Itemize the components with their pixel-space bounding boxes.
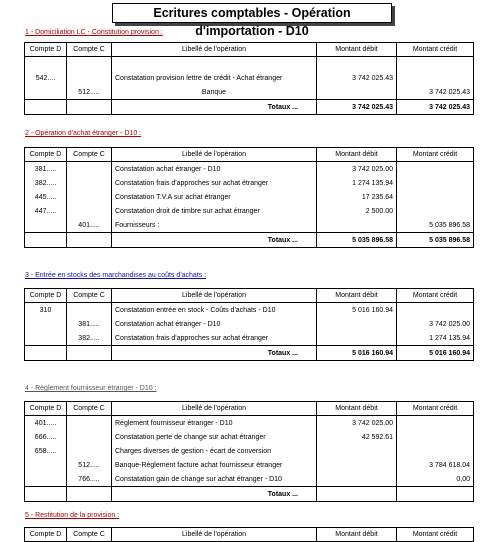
empty-cell — [25, 233, 67, 248]
amount-debit — [317, 444, 397, 458]
empty-cell — [25, 100, 67, 115]
amount-credit: 5 035 896.58 — [397, 218, 474, 233]
operation-label: Constatation droit de timbre sur achat étranger — [112, 204, 317, 218]
amount-credit — [397, 430, 474, 444]
journal-table — [24, 147, 474, 248]
amount-credit: 0,00 — [397, 472, 474, 487]
account-credit — [67, 162, 112, 177]
section-title: 3 - Entrée en stocks des marchandises au coûts d'achats : — [25, 272, 207, 279]
totals-row — [25, 233, 474, 248]
amount-debit — [317, 85, 397, 100]
operation-label: Fournisseurs : — [112, 218, 317, 233]
totals-row — [25, 487, 474, 502]
journal-table — [24, 288, 474, 361]
amount-debit — [317, 472, 397, 487]
amount-debit: 1 274 135.94 — [317, 176, 397, 190]
amount-credit: 3 742 025.00 — [397, 317, 474, 331]
amount-credit — [397, 444, 474, 458]
operation-label: Constatation entrée en stock - Coûts d'achats - D10 — [112, 303, 317, 318]
operation-label: Règlement fournisseur étranger - D10 — [112, 416, 317, 431]
operation-label: Constatation achat étranger - D10 — [112, 162, 317, 177]
account-debit: 542.... — [25, 71, 67, 85]
account-credit — [67, 71, 112, 85]
totals-row — [25, 100, 474, 115]
amount-credit — [397, 176, 474, 190]
amount-debit: 42 592.61 — [317, 430, 397, 444]
amount-debit: 5 016 160.94 — [317, 303, 397, 318]
table-row — [25, 472, 474, 487]
table-row — [25, 416, 474, 431]
totals-label: Totaux ... — [112, 346, 317, 361]
account-debit: 310 — [25, 303, 67, 318]
page-title: Ecritures comptables - Opération d'importation - D10 — [112, 3, 392, 23]
total-debit: 3 742 025.43 — [317, 100, 397, 115]
column-header: Montant débit — [317, 289, 397, 303]
account-debit: 445..... — [25, 190, 67, 204]
table-row — [25, 71, 474, 85]
amount-credit — [397, 71, 474, 85]
amount-debit: 2 500.00 — [317, 204, 397, 218]
column-header: Montant crédit — [397, 43, 474, 57]
column-header: Libellé de l'opération — [112, 289, 317, 303]
account-credit: 382..... — [67, 331, 112, 346]
totals-label: Totaux ... — [112, 487, 317, 502]
account-debit: 401..... — [25, 416, 67, 431]
amount-debit: 3 742 025.00 — [317, 416, 397, 431]
amount-credit — [397, 57, 474, 72]
totals-label: Totaux ... — [112, 100, 317, 115]
empty-cell — [67, 100, 112, 115]
operation-label: Constatation achat étranger - D10 — [112, 317, 317, 331]
total-credit — [397, 487, 474, 502]
column-header: Compte C — [67, 148, 112, 162]
account-credit — [67, 430, 112, 444]
empty-cell — [25, 487, 67, 502]
amount-debit: 3 742 025.43 — [317, 71, 397, 85]
amount-debit: 3 742 025.00 — [317, 162, 397, 177]
column-header: Montant débit — [317, 148, 397, 162]
total-credit: 3 742 025.43 — [397, 100, 474, 115]
operation-label: Banque — [112, 85, 317, 100]
column-header: Montant crédit — [397, 289, 474, 303]
operation-label: Constatation frais d'approches sur achat étranger — [112, 331, 317, 346]
section-title: 5 - Restitution de la provision : — [25, 512, 120, 519]
account-credit — [67, 176, 112, 190]
table-row — [25, 190, 474, 204]
table-row — [25, 430, 474, 444]
account-credit — [67, 204, 112, 218]
column-header: Compte C — [67, 402, 112, 416]
column-header: Libellé de l'opération — [112, 528, 317, 542]
operation-label — [112, 57, 317, 72]
table-row — [25, 331, 474, 346]
column-header: Compte D — [25, 402, 67, 416]
operation-label: Constatation perte de change sur achat étranger — [112, 430, 317, 444]
amount-credit — [397, 204, 474, 218]
account-debit: 382..... — [25, 176, 67, 190]
column-header: Libellé de l'opération — [112, 402, 317, 416]
operation-label: Constatation provision lettre de crédit - Achat étranger — [112, 71, 317, 85]
journal-table — [24, 401, 474, 502]
account-debit — [25, 218, 67, 233]
empty-cell — [67, 487, 112, 502]
amount-credit: 3 742 025.43 — [397, 85, 474, 100]
column-header: Compte C — [67, 289, 112, 303]
account-credit — [67, 416, 112, 431]
column-header: Compte D — [25, 289, 67, 303]
amount-debit — [317, 317, 397, 331]
account-debit — [25, 331, 67, 346]
amount-debit — [317, 458, 397, 472]
column-header: Montant crédit — [397, 528, 474, 542]
table-row — [25, 218, 474, 233]
empty-cell — [67, 346, 112, 361]
column-header: Compte C — [67, 528, 112, 542]
amount-credit: 3 784 618.04 — [397, 458, 474, 472]
total-debit — [317, 487, 397, 502]
column-header: Compte D — [25, 528, 67, 542]
amount-credit — [397, 416, 474, 431]
column-header: Compte D — [25, 43, 67, 57]
total-credit: 5 035 896.58 — [397, 233, 474, 248]
account-credit — [67, 57, 112, 72]
account-debit: 658..... — [25, 444, 67, 458]
total-debit: 5 035 896.58 — [317, 233, 397, 248]
operation-label: Constatation frais d'approches sur achat étranger — [112, 176, 317, 190]
table-row — [25, 458, 474, 472]
column-header: Montant crédit — [397, 148, 474, 162]
account-debit — [25, 317, 67, 331]
column-header: Compte C — [67, 43, 112, 57]
account-debit: 381..... — [25, 162, 67, 177]
account-credit: 512..... — [67, 458, 112, 472]
table-row — [25, 317, 474, 331]
account-debit — [25, 57, 67, 72]
empty-cell — [67, 233, 112, 248]
column-header: Libellé de l'opération — [112, 43, 317, 57]
amount-debit — [317, 57, 397, 72]
table-row — [25, 162, 474, 177]
table-row — [25, 85, 474, 100]
account-debit — [25, 85, 67, 100]
operation-label: Constatation T.V.A sur achat étranger — [112, 190, 317, 204]
operation-label: Charges diverses de gestion - écart de conversion — [112, 444, 317, 458]
section-title: 4 - Règlement fournisseur étranger - D10 : — [25, 385, 157, 392]
empty-cell — [25, 346, 67, 361]
table-row — [25, 57, 474, 72]
account-credit — [67, 444, 112, 458]
amount-credit: 1 274 135.94 — [397, 331, 474, 346]
account-credit — [67, 190, 112, 204]
account-debit: 447..... — [25, 204, 67, 218]
amount-credit — [397, 162, 474, 177]
column-header: Compte D — [25, 148, 67, 162]
table-row — [25, 204, 474, 218]
table-row — [25, 444, 474, 458]
table-row — [25, 303, 474, 318]
table-row — [25, 176, 474, 190]
totals-row — [25, 346, 474, 361]
account-credit: 766..... — [67, 472, 112, 487]
amount-credit — [397, 303, 474, 318]
column-header: Libellé de l'opération — [112, 148, 317, 162]
account-debit: 666..... — [25, 430, 67, 444]
account-debit — [25, 472, 67, 487]
section-title: 2 - Opération d'achat étranger - D10 : — [25, 130, 142, 137]
operation-label: Constatation gain de change sur achat étranger - D10 — [112, 472, 317, 487]
amount-debit — [317, 218, 397, 233]
account-debit — [25, 458, 67, 472]
totals-label: Totaux ... — [112, 233, 317, 248]
column-header: Montant débit — [317, 402, 397, 416]
total-debit: 5 016 160.94 — [317, 346, 397, 361]
column-header: Montant débit — [317, 43, 397, 57]
amount-debit: 17 235.64 — [317, 190, 397, 204]
amount-debit — [317, 331, 397, 346]
account-credit: 401..... — [67, 218, 112, 233]
journal-table — [24, 42, 474, 115]
column-header: Montant débit — [317, 528, 397, 542]
account-credit: 381..... — [67, 317, 112, 331]
account-credit: 512..... — [67, 85, 112, 100]
column-header: Montant crédit — [397, 402, 474, 416]
total-credit: 5 016 160.94 — [397, 346, 474, 361]
operation-label: Banque-Règlement facture achat fournisseur étranger — [112, 458, 317, 472]
amount-credit — [397, 190, 474, 204]
section-title: 1 - Domiciliation LC - Constitution provision : — [25, 29, 163, 36]
account-credit — [67, 303, 112, 318]
